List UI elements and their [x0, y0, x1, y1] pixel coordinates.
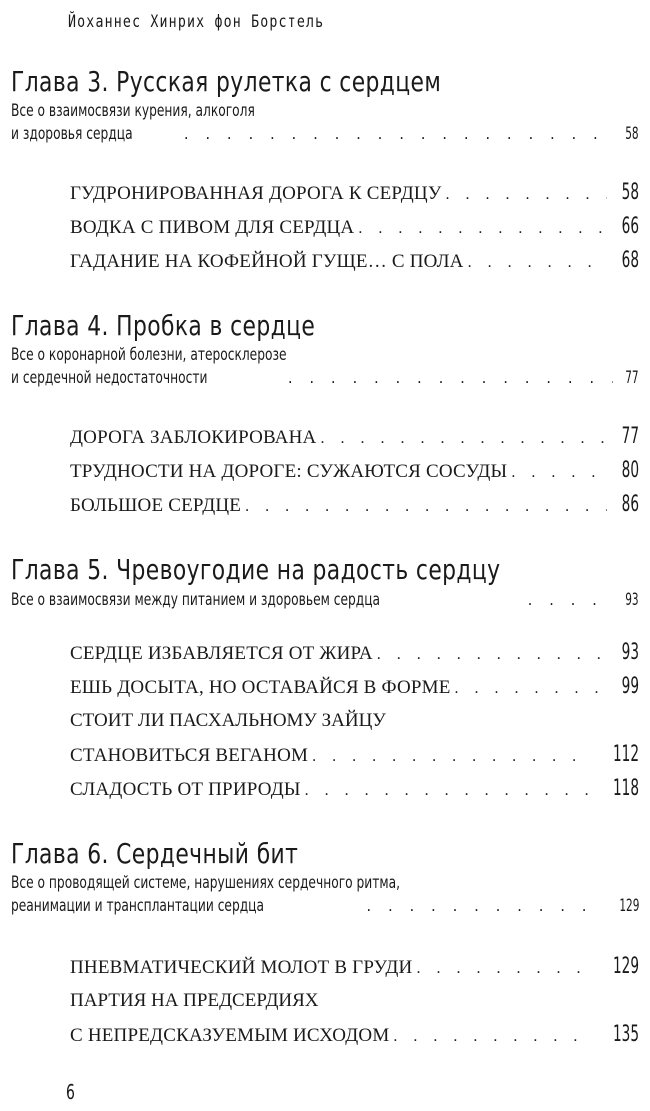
chapter-subtitle-line2: и здоровья сердца: [11, 124, 133, 144]
section-title-line1[interactable]: СТОИТ ЛИ ПАСХАЛЬНОМУ ЗАЙЦУ: [70, 710, 386, 731]
page-number: 80: [621, 458, 639, 483]
chapter-3-sections: [70, 176, 639, 278]
page-number: 68: [621, 248, 639, 273]
chapter-6: [11, 836, 639, 918]
toc-entry[interactable]: [70, 738, 639, 772]
page-number: 77: [621, 424, 639, 449]
section-title: БОЛЬШОЕ СЕРДЦЕ: [70, 495, 242, 516]
dot-leader: [312, 740, 593, 774]
toc-entry[interactable]: [70, 210, 639, 244]
toc-entry[interactable]: [70, 670, 639, 704]
chapter-title: Глава 4. Пробка в сердце: [11, 309, 316, 342]
chapter-subtitle-line1: Все о взаимосвязи курения, алкоголя: [11, 101, 255, 121]
chapter-subtitle-line1: Все о проводящей системе, нарушениях сердечного ритма,: [11, 873, 400, 893]
chapter-entry[interactable]: [11, 366, 639, 390]
chapter-subtitle: [11, 344, 639, 390]
dot-leader: [358, 212, 607, 246]
page-number: 112: [612, 742, 639, 767]
chapter-title: Глава 5. Чревоугодие на радость сердцу: [11, 553, 501, 586]
section-title: СЕРДЦЕ ИЗБАВЛЯЕТСЯ ОТ ЖИРА: [70, 643, 373, 664]
dot-leader: [184, 122, 613, 146]
chapter-subtitle: [11, 100, 639, 146]
section-title: ПНЕВМАТИЧЕСКИЙ МОЛОТ В ГРУДИ: [70, 957, 413, 978]
chapter-5: [11, 552, 639, 612]
toc-entry[interactable]: [70, 176, 639, 210]
dot-leader: [416, 952, 593, 986]
chapter-subtitle-line2: и сердечной недостаточности: [11, 368, 208, 388]
toc-entry[interactable]: [70, 1018, 639, 1052]
chapter-entry[interactable]: [11, 894, 639, 918]
dot-leader: [305, 774, 593, 808]
toc-entry[interactable]: [70, 636, 639, 670]
page-number: 77: [625, 368, 639, 388]
toc-entry[interactable]: [70, 950, 639, 984]
toc-entry[interactable]: [70, 244, 639, 278]
toc-entry[interactable]: [70, 488, 639, 522]
section-title: ТРУДНОСТИ НА ДОРОГЕ: СУЖАЮТСЯ СОСУДЫ: [70, 461, 508, 482]
dot-leader: [455, 672, 607, 706]
chapter-3: [11, 64, 639, 146]
section-title-line2: С НЕПРЕДСКАЗУЕМЫМ ИСХОДОМ: [70, 1025, 390, 1046]
running-header: Йоханнес Хинрих фон Борстель: [68, 12, 325, 32]
toc-entry[interactable]: [70, 454, 639, 488]
chapter-entry[interactable]: [11, 122, 639, 146]
dot-leader: [377, 638, 607, 672]
page-number: 66: [621, 214, 639, 239]
toc-entry[interactable]: [70, 772, 639, 806]
dot-leader: [446, 178, 607, 212]
page-number: 129: [612, 954, 639, 979]
section-title: ГУДРОНИРОВАННАЯ ДОРОГА К СЕРДЦУ: [70, 183, 442, 204]
dot-leader: [366, 894, 602, 918]
chapter-entry[interactable]: [11, 588, 639, 612]
dot-leader: [468, 246, 607, 280]
chapter-subtitle: [11, 588, 639, 612]
chapter-subtitle-line2: Все о взаимосвязи между питанием и здоровьем сердца: [11, 590, 381, 610]
section-title: ГАДАНИЕ НА КОФЕЙНОЙ ГУЩЕ… С ПОЛА: [70, 251, 464, 272]
dot-leader: [288, 366, 613, 390]
page-number: 58: [621, 180, 639, 205]
chapter-4: [11, 308, 639, 390]
page-number: 135: [612, 1022, 639, 1047]
page-number: 99: [621, 674, 639, 699]
dot-leader: [511, 456, 607, 490]
section-title-line2: СТАНОВИТЬСЯ ВЕГАНОМ: [70, 745, 309, 766]
page-number: 118: [612, 776, 639, 801]
section-title-line1[interactable]: ПАРТИЯ НА ПРЕДСЕРДИЯХ: [70, 990, 319, 1011]
chapter-6-sections: [70, 950, 639, 1052]
section-title: ДОРОГА ЗАБЛОКИРОВАНА: [70, 427, 317, 448]
dot-leader: [528, 588, 613, 612]
chapter-subtitle-line1: Все о коронарной болезни, атеросклерозе: [11, 345, 287, 365]
chapter-5-sections: [70, 636, 639, 806]
page-number: 93: [625, 590, 639, 610]
page-folio: 6: [66, 1080, 75, 1104]
page-number: 58: [625, 124, 639, 144]
page-number: 86: [621, 492, 639, 517]
section-title: ВОДКА С ПИВОМ ДЛЯ СЕРДЦА: [70, 217, 355, 238]
page-number: 129: [618, 896, 639, 916]
chapter-title: Глава 3. Русская рулетка с сердцем: [11, 65, 442, 98]
toc-entry[interactable]: [70, 420, 639, 454]
chapter-title: Глава 6. Сердечный бит: [11, 837, 299, 870]
dot-leader: [393, 1020, 593, 1054]
section-title: СЛАДОСТЬ ОТ ПРИРОДЫ: [70, 779, 301, 800]
chapter-subtitle-line2: реанимации и трансплантации сердца: [11, 896, 265, 916]
dot-leader: [320, 422, 607, 456]
chapter-subtitle: [11, 872, 639, 918]
chapter-4-sections: [70, 420, 639, 522]
page-number: 93: [621, 640, 639, 665]
section-title: ЕШЬ ДОСЫТА, НО ОСТАВАЙСЯ В ФОРМЕ: [70, 677, 451, 698]
dot-leader: [245, 490, 607, 524]
